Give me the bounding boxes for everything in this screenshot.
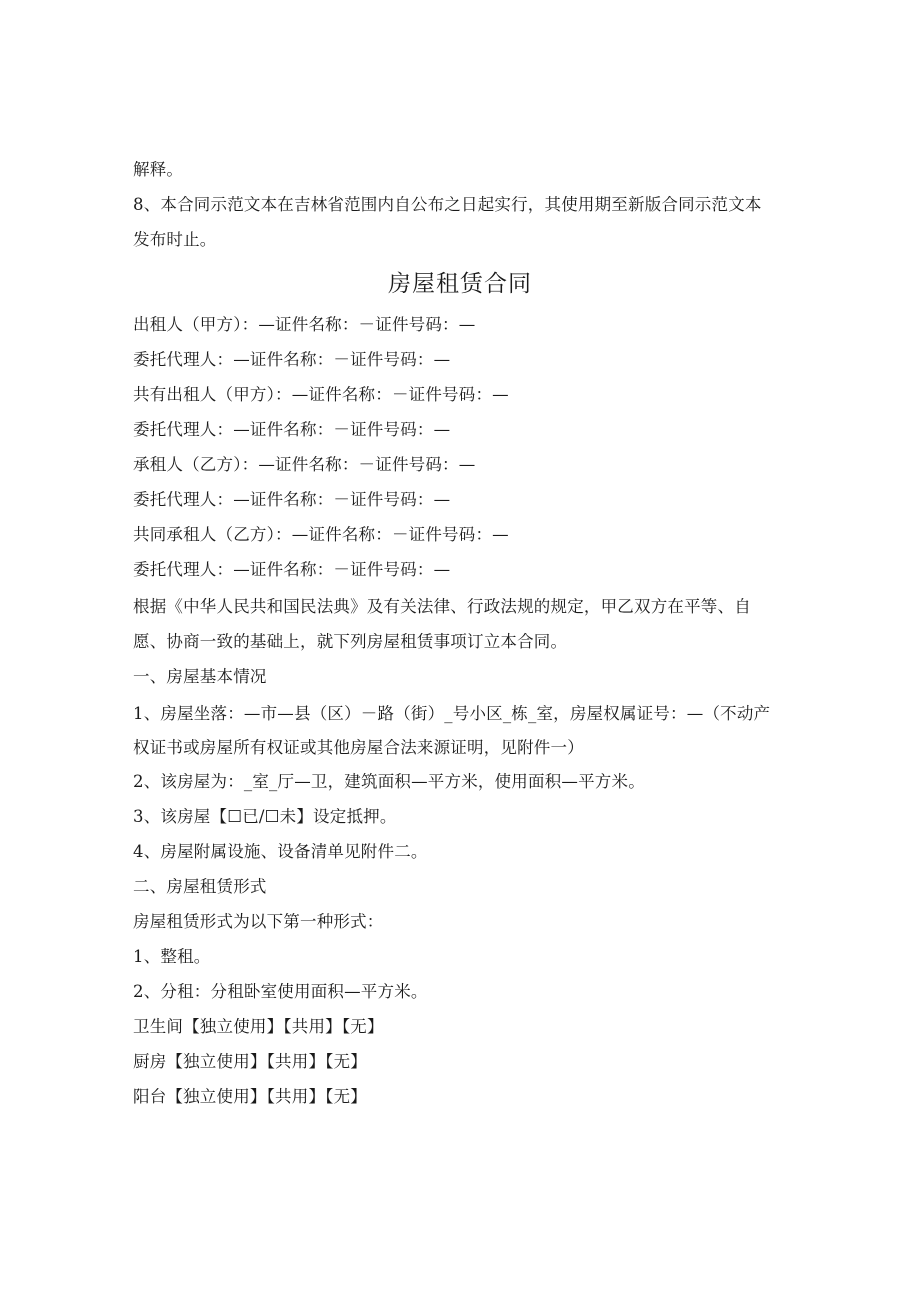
party-co-lessor-agent: 委托代理人：—证件名称：－证件号码：— [133,420,451,439]
party-lessee: 承租人（乙方）：—证件名称：－证件号码：— [133,455,476,474]
section-1-item-1-line-1: 1、房屋坐落：—市—县（区）－路（街）_号小区_栋_室，房屋权属证号：—（不动产 [133,704,771,723]
section-2-heading: 二、房屋租赁形式 [133,877,267,896]
section-1-item-3: 3、该房屋【☐已/☐未】设定抵押。 [133,807,397,826]
party-lessor: 出租人（甲方）：—证件名称：－证件号码：— [133,315,476,334]
section-2-item-1: 1、整租。 [133,947,211,966]
preamble-line-1: 解释。 [133,160,184,179]
section-2-kitchen: 厨房【独立使用】【共用】【无】 [133,1052,367,1071]
party-lessee-agent: 委托代理人：—证件名称：－证件号码：— [133,490,451,509]
section-2-item-2: 2、分租：分租卧室使用面积—平方米。 [133,982,428,1001]
contract-title: 房屋租赁合同 [388,271,532,297]
section-1-heading: 一、房屋基本情况 [133,667,267,686]
basis-line-1: 根据《中华人民共和国民法典》及有关法律、行政法规的规定，甲乙双方在平等、自 [133,597,751,616]
section-2-balcony: 阳台【独立使用】【共用】【无】 [133,1087,367,1106]
section-2-intro: 房屋租赁形式为以下第一种形式： [133,912,384,931]
basis-line-2: 愿、协商一致的基础上，就下列房屋租赁事项订立本合同。 [133,632,568,651]
party-co-lessor: 共有出租人（甲方）：—证件名称：－证件号码：— [133,385,509,404]
party-co-lessee-agent: 委托代理人：—证件名称：－证件号码：— [133,560,451,579]
section-1-item-2: 2、该房屋为：_室_厅—卫，建筑面积—平方米，使用面积—平方米。 [133,772,645,791]
section-2-bathroom: 卫生间【独立使用】【共用】【无】 [133,1017,384,1036]
preamble-line-3: 发布时止。 [133,230,217,249]
preamble-line-2: 8、本合同示范文本在吉林省范围内自公布之日起实行，其使用期至新版合同示范文本 [133,195,762,214]
section-1-item-1-line-2: 权证书或房屋所有权证或其他房屋合法来源证明，见附件一） [133,738,584,757]
section-1-item-4: 4、房屋附属设施、设备清单见附件二。 [133,842,428,861]
party-lessor-agent: 委托代理人：—证件名称：－证件号码：— [133,350,451,369]
party-co-lessee: 共同承租人（乙方）：—证件名称：－证件号码：— [133,525,509,544]
